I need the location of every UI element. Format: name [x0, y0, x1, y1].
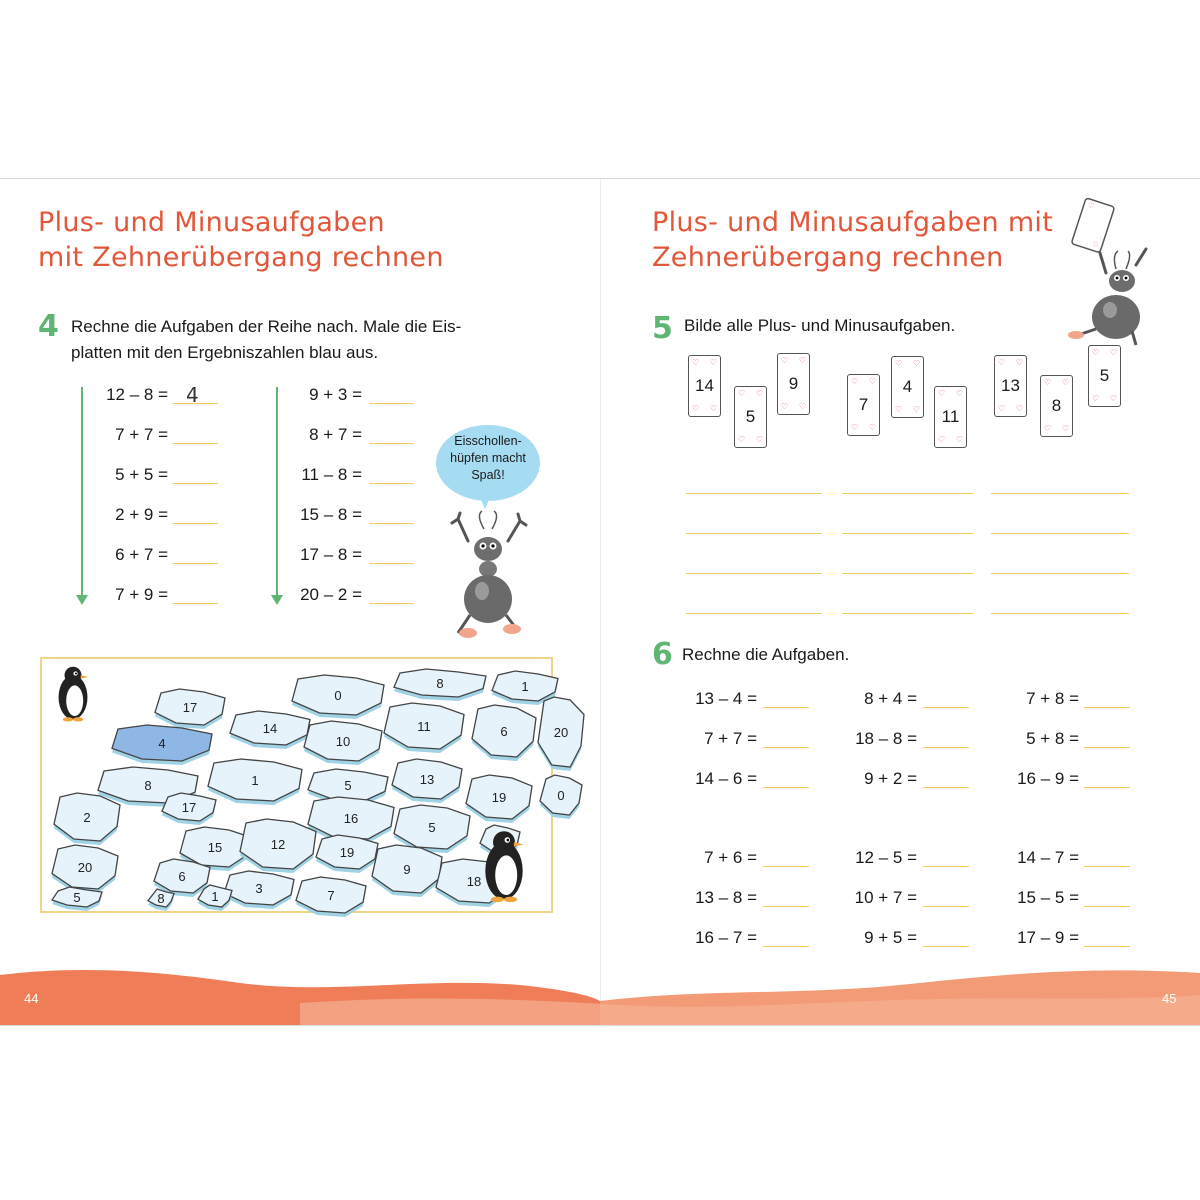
- heart-icon: ♡: [738, 389, 746, 398]
- ice-floe-number: 13: [419, 772, 435, 787]
- equation: 16 – 7 =: [695, 928, 757, 947]
- heart-icon: ♡: [851, 377, 859, 386]
- number-card: [777, 353, 810, 415]
- card-value: 4: [902, 377, 913, 396]
- bubble-line-3: Spaß!: [471, 468, 505, 482]
- svg-text:♡: ♡: [1086, 201, 1095, 211]
- ice-floe-number: 6: [178, 869, 186, 884]
- page-gutter: [600, 179, 601, 1025]
- equation: 5 + 5 =: [115, 465, 168, 484]
- number-card: [1040, 375, 1073, 437]
- ice-floe-map: [40, 657, 569, 913]
- heart-icon: ♡: [938, 435, 946, 444]
- ice-floe-number: 14: [262, 721, 278, 736]
- number-card: [734, 386, 767, 448]
- answer-line: [763, 946, 809, 947]
- equation: 11 – 8 =: [301, 465, 362, 484]
- answer-line: [686, 533, 822, 534]
- answer-line: [369, 443, 414, 444]
- card-value: 8: [1051, 396, 1062, 415]
- ice-floe-number: 11: [417, 719, 431, 734]
- arrow-head-icon: [76, 595, 88, 605]
- ice-floes-svg: [42, 659, 569, 911]
- answer-line: [369, 403, 414, 404]
- equation: 9 + 5 =: [864, 928, 917, 947]
- heart-icon: ♡: [998, 358, 1006, 367]
- heart-icon: ♡: [1092, 394, 1100, 403]
- ice-floe-number: 6: [500, 724, 508, 739]
- right-title-line-2: Zehnerübergang rechnen: [652, 242, 1004, 273]
- equation: 20 – 2 =: [300, 585, 362, 604]
- answer-line: [173, 483, 218, 484]
- equation: 12 – 8 =: [106, 385, 168, 404]
- answer-line: [173, 603, 218, 604]
- ice-floe-number: 19: [339, 845, 355, 860]
- heart-icon: ♡: [868, 423, 876, 432]
- answer-line: [1084, 906, 1130, 907]
- answer-line: [923, 866, 969, 867]
- number-card: [891, 356, 924, 418]
- equation: 7 + 7 =: [115, 425, 168, 444]
- ice-floe-number: 1: [251, 773, 259, 788]
- card-value: 11: [941, 407, 960, 426]
- answer-line: [991, 613, 1129, 614]
- ice-floe-number: 8: [436, 676, 444, 691]
- ice-floe-number: 20: [553, 725, 569, 740]
- answer-line: [763, 866, 809, 867]
- ice-floe-number: 5: [344, 778, 352, 793]
- task-6-instruction: Rechne die Aufgaben.: [682, 645, 850, 664]
- answer-line: [763, 787, 809, 788]
- left-title-line-1: Plus- und Minusaufgaben: [38, 207, 385, 238]
- ice-floe-number: 5: [73, 890, 81, 905]
- heart-icon: ♡: [1109, 348, 1117, 357]
- equation: 16 – 9 =: [1017, 769, 1079, 788]
- ice-floe-number: 0: [557, 788, 565, 803]
- equation: 8 + 7 =: [309, 425, 362, 444]
- answer-line: [369, 603, 414, 604]
- card-value: 7: [858, 395, 869, 414]
- heart-icon: ♡: [709, 404, 717, 413]
- number-card: [847, 374, 880, 436]
- heart-icon: ♡: [912, 359, 920, 368]
- answer-line: [369, 483, 414, 484]
- task-4-instruction-line-1: Rechne die Aufgaben der Reihe nach. Male die Eis-: [71, 317, 462, 336]
- heart-icon: ♡: [955, 435, 963, 444]
- number-card: [934, 386, 967, 448]
- page-number-right: 45: [1162, 991, 1177, 1006]
- answer-line: [842, 613, 973, 614]
- number-card: [1088, 345, 1121, 407]
- answer-line: [923, 787, 969, 788]
- answer-line: [991, 493, 1129, 494]
- heart-icon: ♡: [1092, 348, 1100, 357]
- number-card: [994, 355, 1027, 417]
- heart-icon: ♡: [692, 404, 700, 413]
- equation: 2 + 9 =: [115, 505, 168, 524]
- heart-icon: ♡: [781, 402, 789, 411]
- ice-floe-number: 9: [403, 862, 411, 877]
- card-value: 14: [695, 376, 714, 395]
- equation: 14 – 7 =: [1017, 848, 1079, 867]
- ice-floe-number: 16: [343, 811, 359, 826]
- answer-line: [842, 573, 973, 574]
- answer-line: [923, 707, 969, 708]
- ice-floe-number: 1: [521, 679, 529, 694]
- heart-icon: ♡: [798, 402, 806, 411]
- equation: 8 + 4 =: [864, 689, 917, 708]
- ice-floe-number: 12: [270, 837, 286, 852]
- left-page-title: [38, 205, 444, 275]
- arrow-down-icon: [81, 387, 83, 597]
- answer-line: [1084, 787, 1130, 788]
- heart-icon: ♡: [1061, 424, 1069, 433]
- answer-line: [1084, 747, 1130, 748]
- equation: 7 + 6 =: [704, 848, 757, 867]
- heart-icon: ♡: [1015, 404, 1023, 413]
- equation: 12 – 5 =: [855, 848, 917, 867]
- penguin-icon: [59, 667, 89, 722]
- card-value: 5: [1099, 366, 1110, 385]
- answer-line: [842, 493, 973, 494]
- heart-icon: ♡: [868, 377, 876, 386]
- number-card: [688, 355, 721, 417]
- page-number-left: 44: [24, 991, 39, 1006]
- equation: 15 – 5 =: [1017, 888, 1079, 907]
- ant-juggling-icon: [1060, 195, 1200, 355]
- answer-line: [923, 906, 969, 907]
- equation: 9 + 2 =: [864, 769, 917, 788]
- heart-icon: ♡: [912, 405, 920, 414]
- card-value: 13: [1001, 376, 1020, 395]
- left-title-line-2: mit Zehnerübergang rechnen: [38, 242, 444, 273]
- answer-line: [991, 573, 1129, 574]
- ice-floe-number: 20: [77, 860, 93, 875]
- answer-line: [173, 443, 218, 444]
- answer-line: [686, 573, 822, 574]
- heart-icon: ♡: [895, 405, 903, 414]
- heart-icon: ♡: [738, 435, 746, 444]
- heart-icon: ♡: [1044, 378, 1052, 387]
- heart-icon: ♡: [895, 359, 903, 368]
- heart-icon: ♡: [781, 356, 789, 365]
- ice-floe-number: 19: [491, 790, 507, 805]
- bubble-tail: [478, 493, 492, 509]
- task-4-instruction: [71, 314, 461, 366]
- equation: 10 + 7 =: [854, 888, 917, 907]
- arrow-down-icon: [276, 387, 278, 597]
- heart-icon: ♡: [938, 389, 946, 398]
- heart-icon: ♡: [998, 404, 1006, 413]
- heart-icon: ♡: [709, 358, 717, 367]
- equation: 14 – 6 =: [695, 769, 757, 788]
- ice-floe-number: 7: [327, 888, 335, 903]
- heart-icon: ♡: [798, 356, 806, 365]
- answer-line: [1084, 866, 1130, 867]
- answer-line: [923, 946, 969, 947]
- bubble-line-2: hüpfen macht: [450, 451, 526, 465]
- book-spread: [0, 178, 1200, 1026]
- answer-handwritten: 4: [186, 383, 199, 407]
- equation: 7 + 8 =: [1026, 689, 1079, 708]
- answer-line: [842, 533, 973, 534]
- card-value: 5: [745, 407, 756, 426]
- equation: 7 + 9 =: [115, 585, 168, 604]
- bottom-wave-decoration: [0, 965, 1200, 1025]
- task-5-instruction: Bilde alle Plus- und Minusaufgaben.: [684, 316, 956, 335]
- ice-floe-number: 8: [157, 891, 165, 906]
- heart-icon: ♡: [755, 389, 763, 398]
- answer-line: [763, 747, 809, 748]
- svg-text:♡: ♡: [1090, 241, 1100, 250]
- equation: 15 – 8 =: [300, 505, 362, 524]
- ice-floe-number: 15: [207, 840, 223, 855]
- ice-floe-number: 8: [144, 778, 152, 793]
- heart-icon: ♡: [851, 423, 859, 432]
- equation: 13 – 4 =: [695, 689, 757, 708]
- ice-floe-number: 18: [466, 874, 482, 889]
- equation: 5 + 8 =: [1026, 729, 1079, 748]
- heart-icon: ♡: [1109, 394, 1117, 403]
- right-page-title: [652, 205, 1053, 275]
- ice-floe-number: 17: [182, 700, 198, 715]
- equation: 17 – 9 =: [1017, 928, 1079, 947]
- task-4-instruction-line-2: platten mit den Ergebniszahlen blau aus.: [71, 343, 379, 362]
- answer-line: [763, 707, 809, 708]
- equation: 18 – 8 =: [855, 729, 917, 748]
- answer-line: [173, 523, 218, 524]
- task-4-number: 4: [38, 309, 59, 344]
- ice-floe-number: 5: [428, 820, 436, 835]
- ant-mascot-icon: [446, 511, 542, 641]
- ice-floe-number: 0: [334, 688, 342, 703]
- answer-line: [1084, 946, 1130, 947]
- ice-floe-number: 2: [83, 810, 91, 825]
- equation: 13 – 8 =: [695, 888, 757, 907]
- ice-floe-number: 1: [211, 889, 219, 904]
- heart-icon: ♡: [755, 435, 763, 444]
- card-value: 9: [788, 374, 799, 393]
- heart-icon: ♡: [1044, 424, 1052, 433]
- equation: 6 + 7 =: [115, 545, 168, 564]
- ice-floe-number: 3: [255, 881, 263, 896]
- equation: 7 + 7 =: [704, 729, 757, 748]
- arrow-head-icon: [271, 595, 283, 605]
- speech-bubble: [436, 425, 540, 501]
- answer-line: [763, 906, 809, 907]
- answer-line: [369, 523, 414, 524]
- heart-icon: ♡: [692, 358, 700, 367]
- answer-line: [686, 613, 822, 614]
- ice-floe-number: 17: [181, 800, 197, 815]
- answer-line: [369, 563, 414, 564]
- heart-icon: ♡: [1015, 358, 1023, 367]
- heart-icon: ♡: [955, 389, 963, 398]
- answer-line: [991, 533, 1129, 534]
- bubble-line-1: Eisschollen-: [454, 434, 522, 448]
- answer-line: [173, 563, 218, 564]
- ice-floe-number: 4: [158, 736, 166, 751]
- equation: 9 + 3 =: [309, 385, 362, 404]
- task-5-number: 5: [652, 311, 673, 346]
- task-6-number: 6: [652, 637, 673, 672]
- heart-icon: ♡: [1061, 378, 1069, 387]
- answer-line: [686, 493, 822, 494]
- answer-line: [1084, 707, 1130, 708]
- equation: 17 – 8 =: [300, 545, 362, 564]
- answer-line: [923, 747, 969, 748]
- right-title-line-1: Plus- und Minusaufgaben mit: [652, 207, 1054, 238]
- ice-floe-number: 10: [335, 734, 351, 749]
